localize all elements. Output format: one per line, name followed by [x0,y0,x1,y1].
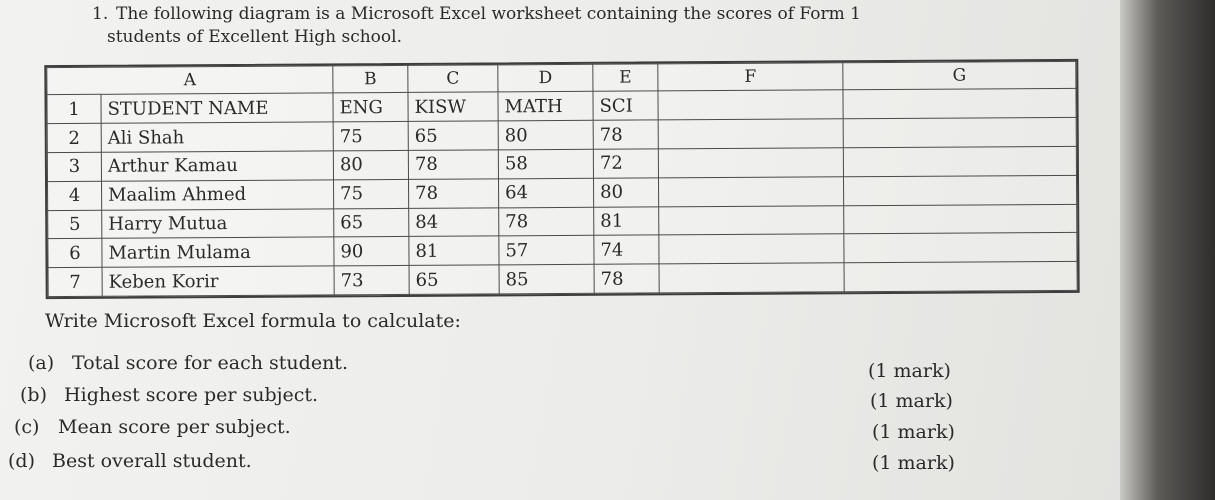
item-text: Highest score per subject. [64,384,319,406]
sci-score: 78 [593,120,658,149]
row-number: 4 [48,181,102,210]
column-header-a: A [47,66,333,95]
empty-cell [658,90,843,120]
row-number: 7 [48,267,102,296]
column-header-g: G [843,61,1076,90]
kisw-score: 84 [409,207,499,236]
math-score: 58 [498,149,593,178]
student-name: Harry Mutua [102,208,334,238]
row-number: 6 [48,239,102,268]
kisw-score: 65 [409,265,499,294]
table-row [48,262,1077,297]
item-text: Mean score per subject. [58,416,291,438]
column-header-e: E [593,64,658,92]
header-math: MATH [498,92,593,121]
empty-cell [843,89,1076,119]
excel-worksheet [44,59,1079,299]
row-number: 3 [47,152,101,181]
sci-score: 72 [593,149,658,178]
kisw-score: 78 [408,179,498,208]
item-label: (c) [14,416,40,438]
mark-a: (1 mark) [868,360,951,382]
column-header-d: D [498,64,593,92]
student-name: Keben Korir [102,266,334,296]
item-text: Total score for each student. [72,352,348,374]
mark-c: (1 mark) [872,421,955,443]
eng-score: 75 [334,179,409,208]
sci-score: 81 [594,207,659,236]
math-score: 85 [499,264,594,293]
worksheet-grid [46,61,1077,297]
row-number: 1 [47,95,101,124]
instruction-text: Write Microsoft Excel formula to calculate: [45,310,461,332]
header-eng: ENG [333,93,408,122]
column-header-f: F [658,63,843,92]
header-kisw: KISW [408,92,498,121]
empty-cell [658,148,843,178]
question-number: 1. [92,4,109,24]
header-student-name: STUDENT NAME [101,93,333,123]
item-label: (a) [28,352,55,374]
column-header-c: C [408,65,498,93]
math-score: 57 [499,236,594,265]
question-text-line1: The following diagram is a Microsoft Excel worksheet containing the scores of Form 1 [116,4,861,24]
item-text: Best overall student. [52,450,252,472]
header-sci: SCI [593,91,658,120]
item-label: (d) [8,450,35,472]
eng-score: 90 [334,237,409,266]
empty-cell [659,234,844,264]
student-name: Ali Shah [101,122,333,152]
eng-score: 75 [333,122,408,151]
sci-score: 80 [593,178,658,207]
eng-score: 65 [334,208,409,237]
mark-d: (1 mark) [872,452,955,474]
empty-cell [844,204,1077,234]
math-score: 80 [498,121,593,150]
eng-score: 73 [334,266,409,295]
empty-cell [659,205,844,235]
empty-cell [844,233,1077,263]
math-score: 64 [498,178,593,207]
question-item-c [14,416,291,438]
student-name: Maalim Ahmed [102,180,334,210]
empty-cell [659,263,844,293]
empty-cell [658,177,843,207]
page-shadow [1120,0,1215,500]
empty-cell [843,146,1076,176]
empty-cell [844,262,1077,292]
mark-b: (1 mark) [870,390,953,412]
empty-cell [843,118,1076,148]
student-name: Martin Mulama [102,237,334,267]
item-label: (b) [20,384,47,406]
sci-score: 78 [594,264,659,293]
student-name: Arthur Kamau [101,151,333,181]
kisw-score: 78 [408,150,498,179]
question-text-line2: students of Excellent High school. [107,27,402,47]
eng-score: 80 [333,150,408,179]
column-header-b: B [333,65,408,93]
empty-cell [843,175,1076,205]
sci-score: 74 [594,235,659,264]
kisw-score: 65 [408,121,498,150]
question-item-d [8,450,252,472]
math-score: 78 [499,207,594,236]
question-item-a [28,352,348,374]
empty-cell [658,119,843,149]
question-item-b [20,384,318,406]
kisw-score: 81 [409,236,499,265]
row-number: 2 [47,124,101,153]
row-number: 5 [48,210,102,239]
